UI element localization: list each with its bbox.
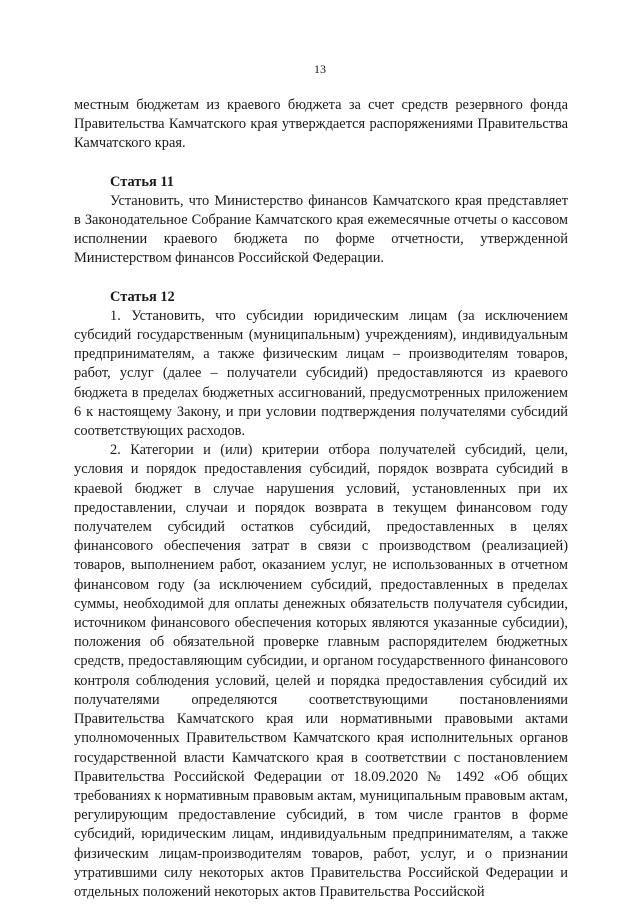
- spacer: [74, 154, 568, 173]
- article-12-paragraph-1: 1. Установить, что субсидии юридическим лицам (за исключением субсидий государственным (муниципальным) учреждениям), индивидуальным предпринимателям, а также физическим лицам – производителям товаров, работ, услуг (далее – получатели субсидий) предоставляются из краевого бюджета в пределах бюджетных ассигнований, предусмотренных приложением 6 к настоящему Закону, и при условии подтверждения получателями субсидий соответствующих расходов.: [74, 307, 568, 440]
- document-body: [74, 96, 568, 902]
- article-11-heading: Статья 11: [110, 173, 174, 190]
- page-number: 13: [314, 62, 326, 76]
- article-11-paragraph: Установить, что Министерство финансов Камчатского края представляет в Законодательное Собрание Камчатского края ежемесячные отчеты о кассовом исполнении краевого бюджета по форме отчетности, утвержденной Министерством финансов Российской Федерации.: [74, 192, 568, 267]
- article-12-heading: Статья 12: [110, 288, 175, 305]
- intro-paragraph: местным бюджетам из краевого бюджета за счет средств резервного фонда Правительства Камчатского края утверждается распоряжениями Правительства Камчатского края.: [74, 97, 568, 152]
- spacer: [74, 269, 568, 288]
- article-12-paragraph-2: 2. Категории и (или) критерии отбора получателей субсидий, цели, условия и порядок предоставления субсидий, порядок возврата субсидий в краевой бюджет в случае нарушения условий, установленных при их предоставлении, случаи и порядок возврата в текущем финансовом году получателем субсидий остатков субсидий, предоставленных в целях финансового обеспечения затрат в связи с производством (реализацией) товаров, выполнением работ, оказанием услуг, не использованных в отчетном финансовом году (за исключением субсидий, предоставленных в пределах суммы, необходимой для оплаты денежных обязательств получателя субсидии, источником финансового обеспечения которых являются указанные субсидии), положения об обязательной проверке главным распорядителем бюджетных средств, предоставляющим субсидии, и органом государственного финансового контроля соблюдения условий, целей и порядка предоставления субсидий их получателями определяются соответствующими постановлениями Правительства Камчатского края или нормативными правовыми актами уполномоченных Правительством Камчатского края исполнительных органов государственной власти Камчатского края в соответствии с постановлением Правительства Российской Федерации от 18.09.2020 № 1492 «Об общих требованиях к нормативным правовым актам, муниципальным правовым актам, регулирующим предоставление субсидий, в том числе грантов в форме субсидий, юридическим лицам, индивидуальным предпринимателям, а также физическим лицам-производителям товаров, работ, услуг, и о признании утратившими силу некоторых актов Правительства Российской Федерации и отдельных положений некоторых актов Правительства Российской: [74, 442, 568, 900]
